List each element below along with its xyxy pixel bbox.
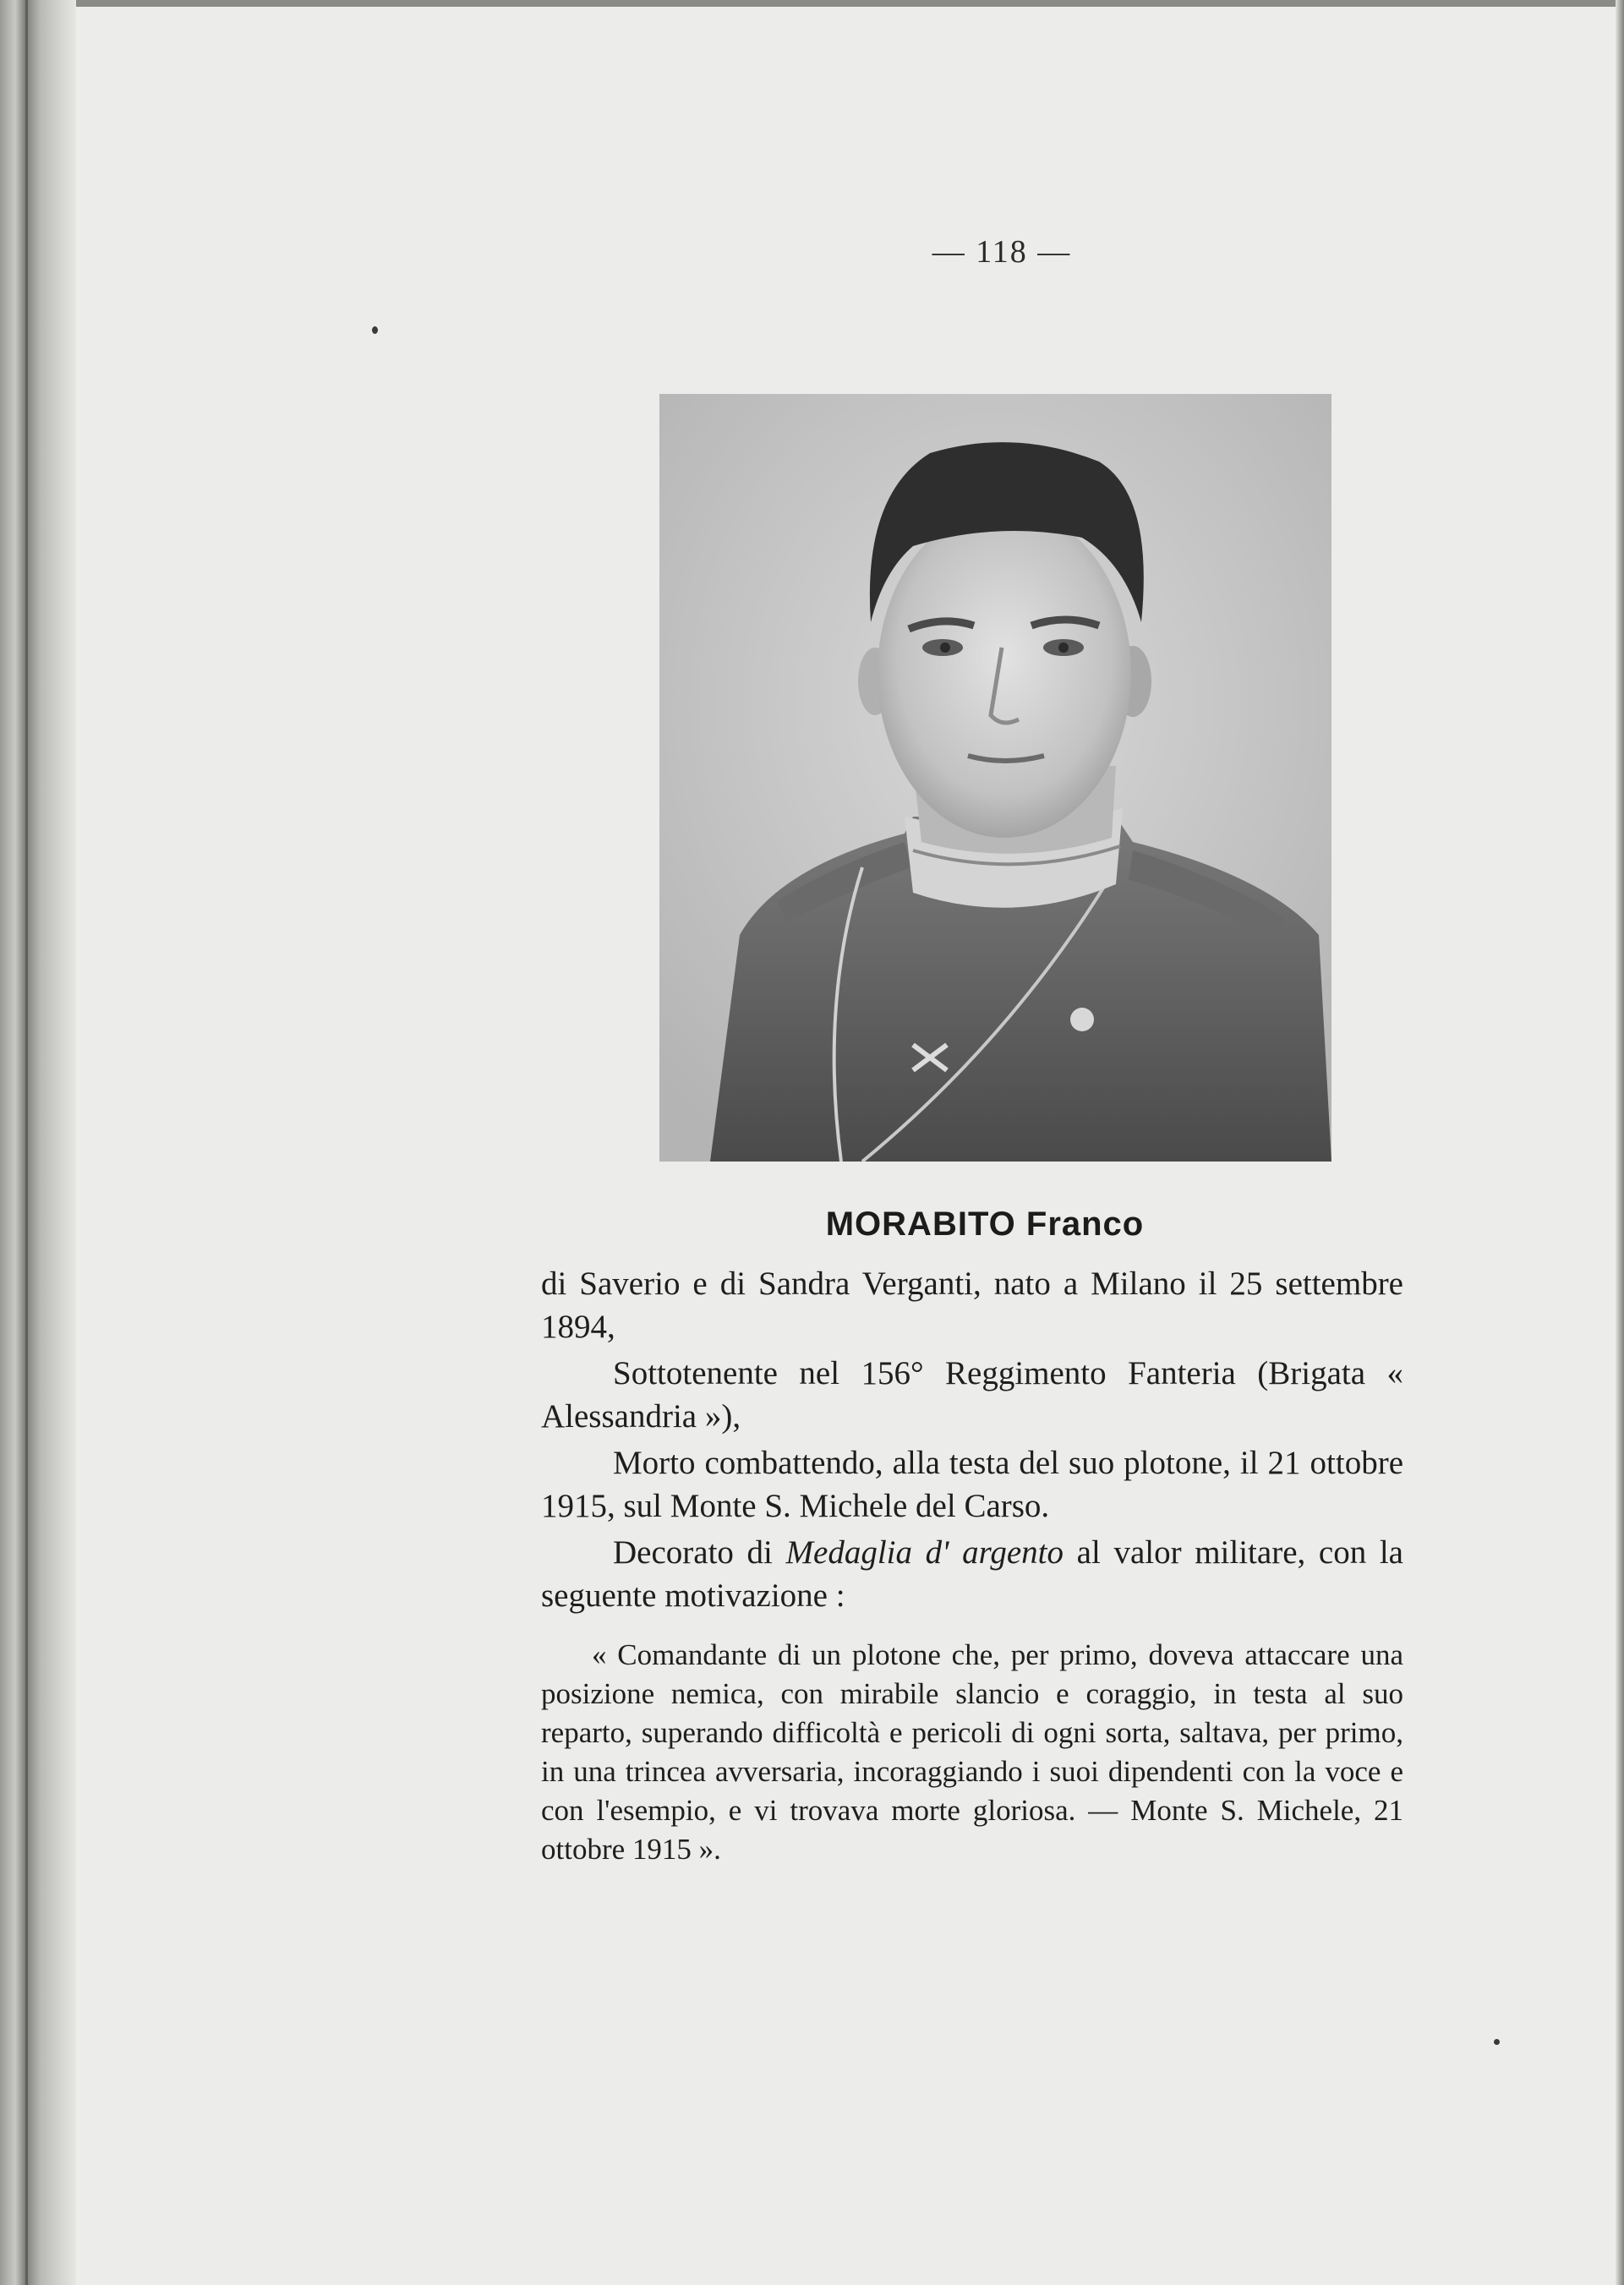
medal-name: Medaglia d' argento: [785, 1534, 1064, 1571]
biography-text: [541, 1262, 1403, 1872]
decoration-suffix: al valor militare, con la seguente motivazione :: [541, 1534, 1403, 1614]
page-number: — 118 —: [932, 234, 1072, 270]
portrait-photo: [659, 394, 1331, 1162]
right-edge: [1616, 0, 1624, 2285]
ink-speck: [372, 326, 378, 334]
book-page: [76, 7, 1616, 2285]
medal-motivation: « Comandante di un plotone che, per primo, doveva attaccare una posizione nemica, con mirabile slancio e coraggio, in testa al suo reparto, superando difficoltà e pericoli di ogni sorta, saltava, per primo, in una trincea avversaria, incoraggiando i suoi dipendenti con la voce e con l'esempio, e vi trovava morte gloriosa. — Monte S. Michele, 21 ottobre 1915 ».: [541, 1638, 1403, 1866]
death-info: Morto combattendo, alla testa del suo plotone, il 21 ottobre 1915, sul Monte S. Michele del Carso.: [541, 1445, 1403, 1524]
decoration-info: [541, 1531, 1403, 1617]
top-edge: [76, 0, 1624, 7]
person-name: MORABITO Franco: [825, 1205, 1145, 1243]
book-spine: [0, 0, 76, 2285]
portrait-illustration: [659, 394, 1331, 1162]
ink-speck: [1494, 2039, 1500, 2045]
rank-info: Sottotenente nel 156° Reggimento Fanteria (Brigata « Alessandria »),: [541, 1355, 1403, 1435]
decoration-prefix: Decorato di: [613, 1534, 786, 1571]
birth-info: di Saverio e di Sandra Verganti, nato a Milano il 25 settembre 1894,: [541, 1265, 1403, 1345]
spine-edge: [25, 0, 28, 2285]
